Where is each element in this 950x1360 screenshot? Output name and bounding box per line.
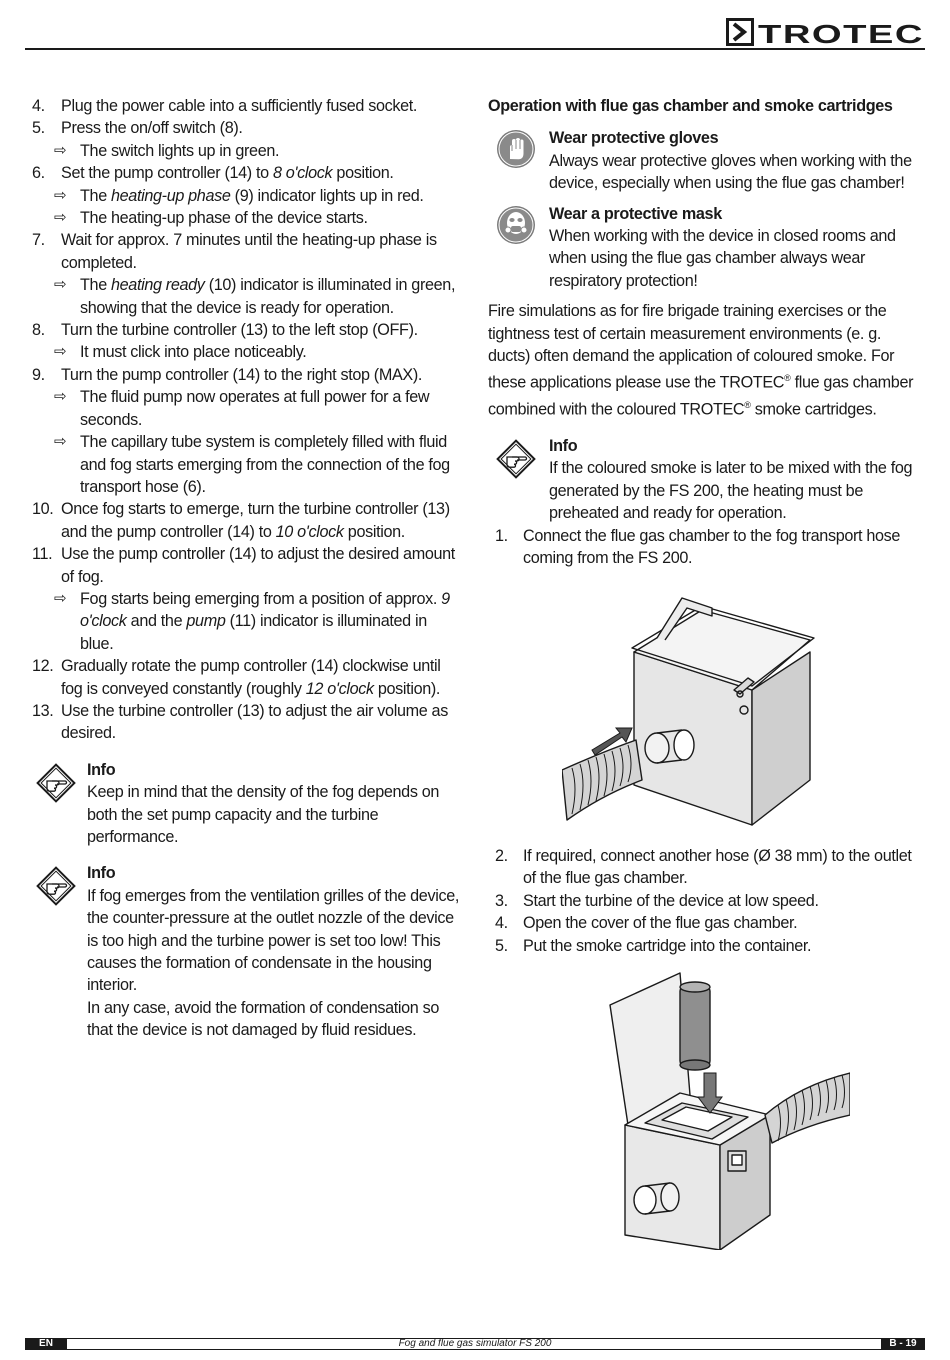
brand-name: TROTEC [758, 19, 924, 46]
step-text: Connect the flue gas chamber to the fog transport hose coming from the FS 200. [523, 526, 901, 568]
step-item [32, 117, 462, 139]
chamber-steps-b [488, 845, 918, 957]
text-run: Wait for approx. 7 minutes until the heating-up phase is completed. [61, 231, 437, 272]
step-item [32, 498, 462, 543]
step-number: 1. [495, 526, 508, 545]
step-number: 4. [32, 97, 45, 115]
step-item [32, 319, 462, 341]
result-arrow-icon: ⇨ [54, 589, 67, 607]
info-pointing-hand-icon [36, 763, 76, 803]
step-number: 12. [32, 657, 54, 676]
section-title: Operation with flue gas chamber and smoke cartridges [488, 97, 893, 115]
info-condensate [32, 862, 462, 1041]
text-run: and the [126, 612, 187, 631]
text-run: It must click into place noticeably. [80, 343, 307, 362]
info-text: Keep in mind that the density of the fog depends on both the set pump capacity and the turbine performance. [87, 783, 440, 846]
step-text: Put the smoke cartridge into the container. [523, 936, 812, 955]
chamber-steps-a [488, 525, 918, 570]
step-item [32, 162, 462, 184]
info-text: If the coloured smoke is later to be mixed with the fog generated by the FS 200, the heating must be preheated and ready for operation. [549, 459, 913, 523]
step-item [488, 912, 918, 934]
step-item [488, 890, 918, 912]
step-number: 13. [32, 701, 54, 720]
info-density [32, 759, 462, 849]
step-number: 5. [32, 119, 45, 138]
text-run: Turn the pump controller (14) to the right stop (MAX). [61, 365, 423, 384]
info-pointing-hand-icon [496, 439, 536, 479]
text-run: The [80, 276, 111, 295]
step-number: 2. [495, 847, 508, 865]
step-number: 9. [32, 365, 45, 384]
text-run: position. [343, 522, 405, 541]
instruction-steps [32, 95, 462, 745]
step-text: Start the turbine of the device at low speed. [523, 891, 819, 910]
text-run: Use the turbine controller (13) to adjust the air volume as desired. [61, 701, 448, 743]
text-run: position). [373, 679, 441, 698]
result-arrow-icon: ⇨ [54, 388, 67, 406]
info-text: If fog emerges from the ventilation grilles of the device, the counter-pressure at the outlet nozzle of the device is too high and the turbine power is set too low! This causes the formation of condensate in the housing interior. [87, 886, 459, 995]
step-number: 5. [495, 936, 508, 955]
step-item [32, 700, 462, 745]
warning-title: Wear protective gloves [549, 129, 719, 148]
info-preheat [488, 435, 918, 525]
emphasis-text: pump [186, 612, 226, 631]
footer-language: EN [25, 1338, 67, 1350]
emphasis-text: 8 o'clock [272, 164, 333, 183]
protective-mask-icon [496, 205, 536, 245]
text-run: The heating-up phase of the device starts. [80, 209, 368, 228]
intro-paragraph: Fire simulations as for fire brigade training exercises or the tightness test of certain measurement environments (e. g. ducts) often demand the application of coloured smoke. For these applications please use the TROTEC® flue gas chamber combined with the coloured TROTEC® smoke cartridges. [488, 302, 914, 419]
text-run: Once fog starts to emerge, turn the turbine controller (13) and the pump controller (14) to [61, 500, 450, 541]
result-item [32, 386, 462, 431]
text-run: position. [332, 164, 394, 183]
result-item [32, 588, 462, 655]
result-item [32, 140, 462, 162]
emphasis-text: 10 o'clock [275, 522, 344, 541]
step-number: 3. [495, 891, 508, 910]
warning-mask [488, 203, 918, 293]
left-column [32, 95, 462, 1042]
result-arrow-icon: ⇨ [54, 433, 67, 451]
text-run: (9) indicator lights up in red. [230, 186, 424, 205]
step-item [488, 845, 918, 890]
step-item [32, 364, 462, 386]
result-arrow-icon: ⇨ [54, 209, 67, 227]
text-run: Fog starts being emerging from a position of approx. [80, 589, 442, 608]
step-item [32, 655, 462, 700]
emphasis-text: 12 o'clock [305, 679, 374, 698]
header-rule [25, 48, 925, 50]
right-column [488, 95, 918, 955]
step-item [488, 935, 918, 957]
protective-gloves-icon [496, 129, 536, 169]
step-number: 8. [32, 321, 45, 340]
page-footer [25, 1338, 925, 1350]
result-arrow-icon: ⇨ [54, 276, 67, 294]
step-number: 7. [32, 231, 45, 250]
text-run: Gradually rotate the pump controller (14) clockwise until fog is conveyed constantly (roughly [61, 657, 441, 698]
result-arrow-icon: ⇨ [54, 141, 67, 159]
trotec-logo [726, 18, 926, 46]
text-run: Plug the power cable into a sufficiently fused socket. [61, 97, 418, 115]
text-run: (10) indicator is illuminated in green, showing that the device is ready for operation. [80, 276, 456, 317]
warning-text: When working with the device in closed rooms and when using the flue gas chamber always wear respiratory protection! [549, 227, 896, 290]
result-arrow-icon: ⇨ [54, 186, 67, 204]
step-number: 10. [32, 500, 54, 519]
result-item [32, 207, 462, 229]
text-run: The switch lights up in green. [80, 141, 280, 160]
result-item [32, 274, 462, 319]
result-item [32, 431, 462, 498]
text-run: Turn the turbine controller (13) to the left stop (OFF). [61, 321, 418, 340]
step-number: 4. [495, 914, 508, 933]
text-run: The [80, 186, 111, 205]
text-run: (11) indicator is illuminated in blue. [80, 612, 427, 653]
result-arrow-icon: ⇨ [54, 343, 67, 361]
warning-title: Wear a protective mask [549, 204, 722, 223]
info-pointing-hand-icon [36, 866, 76, 906]
step-text: Open the cover of the flue gas chamber. [523, 914, 798, 933]
warning-gloves [488, 127, 918, 194]
warning-text: Always wear protective gloves when working with the device, especially when using the flue gas chamber! [549, 151, 912, 193]
emphasis-text: 9 o'clock [80, 589, 450, 631]
emphasis-text: heating ready [111, 276, 205, 295]
info-title: Info [87, 760, 116, 779]
text-run: Press the on/off switch (8). [61, 119, 243, 138]
step-item [488, 525, 918, 570]
emphasis-text: heating-up phase [111, 186, 231, 205]
text-run: The capillary tube system is completely filled with fluid and fog starts emerging from the connection of the fog transport hose (6). [80, 433, 450, 496]
chamber-hose-illustration [562, 590, 868, 830]
text-run: Set the pump controller (14) to [61, 164, 273, 183]
step-number: 6. [32, 164, 45, 183]
result-item [32, 185, 462, 207]
step-item [32, 95, 462, 117]
info-title: Info [549, 437, 578, 456]
info-text: In any case, avoid the formation of condensation so that the device is not damaged by fluid residues. [87, 998, 439, 1040]
page-number: B - 19 [881, 1338, 925, 1350]
footer-title: Fog and flue gas simulator FS 200 [398, 1338, 552, 1349]
smoke-cartridge-illustration [600, 965, 850, 1250]
result-item [32, 341, 462, 363]
step-item [32, 543, 462, 588]
step-number: 11. [32, 545, 53, 564]
step-text: If required, connect another hose (Ø 38 mm) to the outlet of the flue gas chamber. [523, 847, 912, 888]
text-run: Use the pump controller (14) to adjust the desired amount of fog. [61, 545, 455, 586]
info-title: Info [87, 864, 116, 883]
text-run: The fluid pump now operates at full power for a few seconds. [80, 388, 430, 429]
step-item [32, 229, 462, 274]
